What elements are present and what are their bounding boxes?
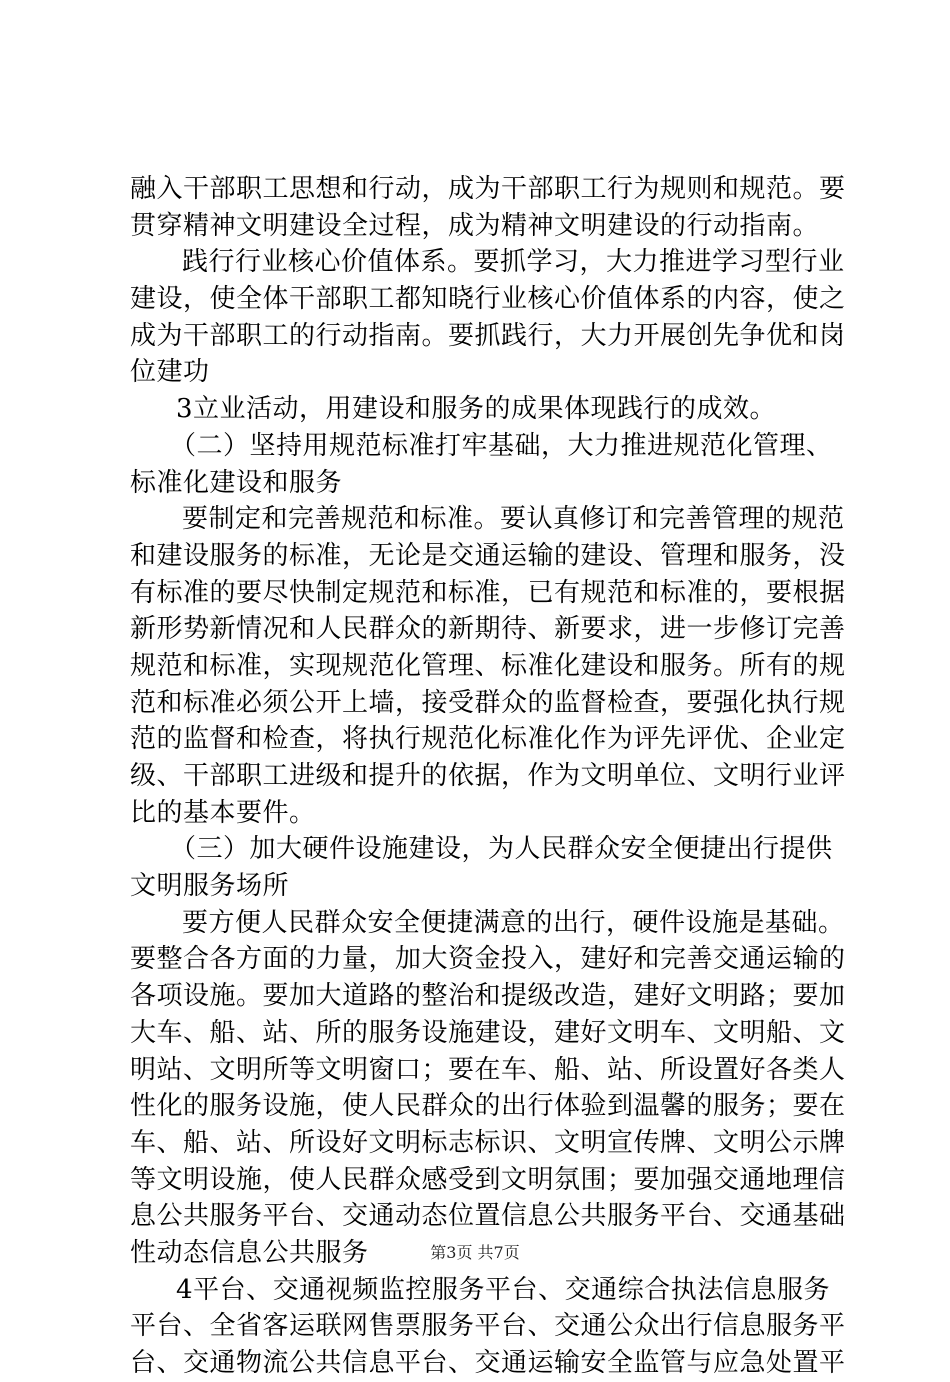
text-line: 范的监督和检查，将执行规范化标准化作为评先评优、企业定 <box>130 724 846 755</box>
text-line: 等文明设施，使人民群众感受到文明氛围；要加强交通地理信 <box>130 1164 846 1195</box>
text-line: 3立业活动，用建设和服务的成果体现践行的成效。 <box>176 394 777 425</box>
text-line: 新形势新情况和人民群众的新期待、新要求，进一步修订完善 <box>130 614 846 645</box>
text-line: 贯穿精神文明建设全过程，成为精神文明建设的行动指南。 <box>130 210 820 241</box>
text-line: 文明服务场所 <box>130 871 290 902</box>
text-line: 和建设服务的标准，无论是交通运输的建设、管理和服务，没 <box>130 540 846 571</box>
text-line: 平台、全省客运联网售票服务平台、交通公众出行信息服务平 <box>130 1311 846 1342</box>
text-line: 级、干部职工进级和提升的依据，作为文明单位、文明行业评 <box>130 761 846 791</box>
text-line: 台、交通物流公共信息平台、交通运输安全监管与应急处置平 <box>130 1348 846 1378</box>
text-line: 规范和标准，实现规范化管理、标准化建设和服务。所有的规 <box>130 650 846 681</box>
text-line: 息公共服务平台、交通动态位置信息公共服务平台、交通基础 <box>130 1201 846 1232</box>
text-line: （二）坚持用规范标准打牢基础，大力推进规范化管理、 <box>170 430 833 461</box>
document-body <box>130 171 846 1382</box>
text-line: （三）加大硬件设施建设，为人民群众安全便捷出行提供 <box>170 834 833 865</box>
text-line: 性化的服务设施，使人民群众的出行体验到温馨的服务；要在 <box>130 1091 846 1122</box>
text-line: 车、船、站、所设好文明标志标识、文明宣传牌、文明公示牌 <box>130 1127 846 1158</box>
text-line: 性动态信息公共服务 <box>130 1237 369 1268</box>
text-line: 融入干部职工思想和行动，成为干部职工行为规则和规范。要 <box>130 174 846 204</box>
text-line: 有标准的要尽快制定规范和标准，已有规范和标准的，要根据 <box>130 577 846 608</box>
text-line: 各项设施。要加大道路的整治和提级改造，建好文明路；要加 <box>130 981 846 1012</box>
text-line: 成为干部职工的行动指南。要抓践行，大力开展创先争优和岗 <box>130 320 846 351</box>
text-line: 建设，使全体干部职工都知晓行业核心价值体系的内容，使之 <box>130 284 846 315</box>
text-line: 大车、船、站、所的服务设施建设，建好文明车、文明船、文 <box>130 1017 846 1048</box>
text-line: 要整合各方面的力量，加大资金投入，建好和完善交通运输的 <box>130 944 846 975</box>
text-line: 4平台、交通视频监控服务平台、交通综合执法信息服务 <box>176 1274 830 1305</box>
text-line: 明站、文明所等文明窗口；要在车、船、站、所设置好各类人 <box>130 1054 846 1085</box>
text-line: 要方便人民群众安全便捷满意的出行，硬件设施是基础。 <box>182 907 845 938</box>
text-line: 范和标准必须公开上墙，接受群众的监督检查，要强化执行规 <box>130 687 846 718</box>
text-line: 标准化建设和服务 <box>130 467 343 498</box>
text-line: 比的基本要件。 <box>130 797 316 828</box>
text-line: 践行行业核心价值体系。要抓学习，大力推进学习型行业 <box>182 247 845 278</box>
page-footer: 第3页 共7页 <box>430 1243 520 1262</box>
text-line: 位建功 <box>130 357 210 388</box>
text-line: 要制定和完善规范和标准。要认真修订和完善管理的规范 <box>182 504 845 535</box>
